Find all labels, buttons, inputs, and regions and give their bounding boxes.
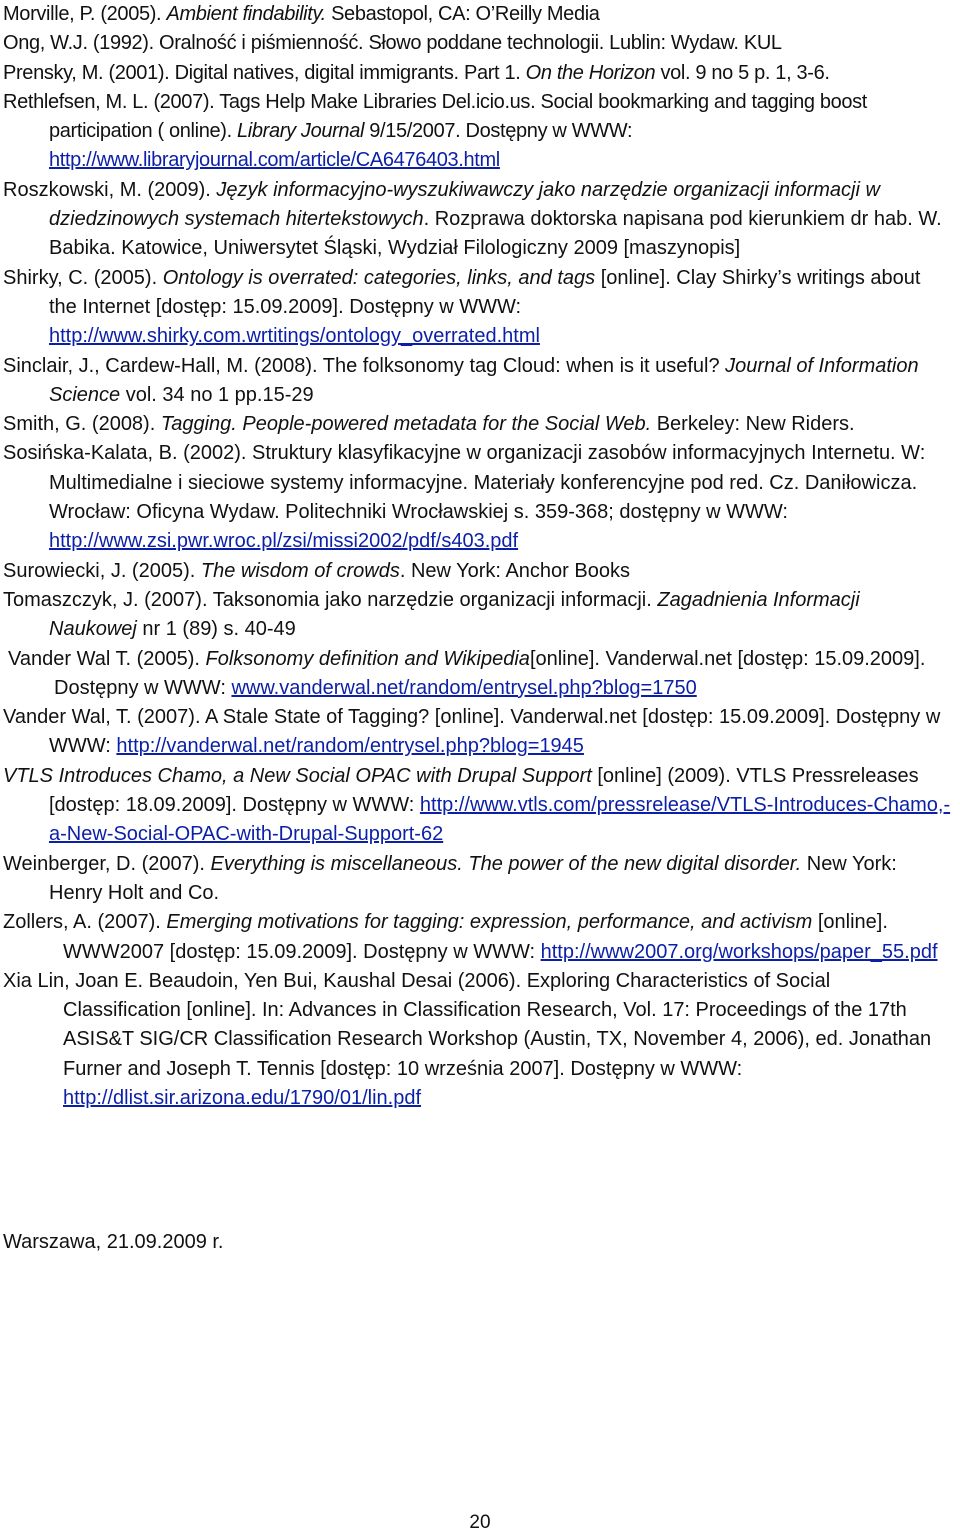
reference-text: Smith, G. (2008). [3,413,161,436]
reference-title-italic: Library Journal [237,120,365,143]
reference-url-link[interactable]: http://dlist.sir.arizona.edu/1790/01/lin.pdf [63,1086,422,1109]
reference-url-link[interactable]: http://www.shirky.com.wrtitings/ontology_overrated.html [49,325,540,348]
reference-title-italic: Język informacyjno-wyszukiwawczy jako narzędzie organizacji informacji w dziedzinowych systemach hitertekstowych [49,178,880,231]
reference-text: Sebastopol, CA: O’Reilly Media [325,3,600,25]
page-number: 20 [469,1512,491,1533]
reference-text: New York: Henry Holt and Co. [49,852,897,904]
reference-url-link[interactable]: http://vanderwal.net/random/entrysel.php?blog=1945 [116,735,584,758]
reference-entry [3,908,953,967]
reference-url-link[interactable]: http://www.vtls.com/pressrelease/VTLS-Introduces-Chamo,-a-New-Social-OPAC-with-Drupal-Support-62 [49,794,951,846]
reference-entry [3,29,953,58]
reference-title-italic: Zagadnienia Informacji Naukowej [49,588,860,641]
closing-place-date: Warszawa, 21.09.2009 r. [3,1231,224,1253]
reference-text: vol. 9 no 5 p. 1, 3-6. [655,61,830,84]
reference-entry [3,352,953,411]
reference-text: Sinclair, J., Cardew-Hall, M. (2008). The folksonomy tag Cloud: when is it useful? [3,354,726,377]
reference-text: vol. 34 no 1 pp.15-29 [120,383,314,406]
reference-text: nr 1 (89) s. 40-49 [136,618,296,641]
reference-text: . Rozprawa doktorska napisana pod kierunkiem dr hab. W. Babika. Katowice, Uniwersytet Śląski, Wydział Filologiczny 2009 [maszynopis] [49,208,942,260]
reference-entry [3,88,953,176]
reference-title-italic: The wisdom of crowds [200,559,400,582]
reference-title-italic: On the Horizon [525,61,656,84]
reference-text: Ong, W.J. (1992). Oralność i piśmienność. Słowo poddane technologii. Lublin: Wydaw. KUL [3,32,782,55]
reference-text: Zollers, A. (2007). [3,911,167,934]
reference-text: 9/15/2007. Dostępny w WWW: [364,120,633,143]
reference-text: Berkeley: New Riders. [651,413,855,436]
reference-entry [3,264,953,352]
reference-url-link[interactable]: http://www2007.org/workshops/paper_55.pdf [540,940,938,963]
reference-title-italic: Ambient findability. [166,3,326,25]
reference-title-italic: VTLS Introduces Chamo, a New Social OPAC with Drupal Support [3,764,592,787]
reference-text: Weinberger, D. (2007). [3,852,211,875]
reference-title-italic: Journal of Information Science [49,354,919,406]
reference-text: Surowiecki, J. (2005). [3,559,201,582]
reference-title-italic: Tagging. People-powered metadata for the Social Web. [160,413,652,436]
reference-entry [3,557,953,586]
reference-text: [online]. Vanderwal.net [dostęp: 15.09.2009]. Dostępny w WWW: [54,647,926,699]
reference-text: Xia Lin, Joan E. Beaudoin, Yen Bui, Kaushal Desai (2006). Exploring Characteristics of Social Classification [online]. In: Advances in Classification Research, Vol. 17: Proceedings of the 17th ASIS&T SIG/CR Classification Research Workshop (Austin, TX, November 4, 2006), ed. Jonathan Furner and Joseph T. Tennis [dostęp: 10 września 2007]. Dostępny w WWW: [3,969,932,1080]
reference-text: Sosińska-Kalata, B. (2002). Struktury klasyfikacyjne w organizacji zasobów informacyjnych Internetu. W: Multimedialne i sieciowe systemy informacyjne. Materiały konferencyjne pod red. Cz. Daniłowicza. Wrocław: Oficyna Wydaw. Politechniki Wrocławskiej s. 359-368; dostępny w WWW: [3,442,926,524]
reference-text: Shirky, C. (2005). [3,266,163,289]
reference-entry [3,0,953,29]
reference-title-italic: Everything is miscellaneous. The power of the new digital disorder. [210,852,802,875]
reference-text: Vander Wal T. (2005). [8,647,206,670]
reference-text: Morville, P. (2005). [3,3,167,25]
reference-title-italic: Folksonomy definition and Wikipedia [205,647,530,670]
reference-url-link[interactable]: http://www.zsi.pwr.wroc.pl/zsi/missi2002/pdf/s403.pdf [49,530,519,553]
reference-entry [3,59,953,88]
reference-entry [8,645,953,704]
reference-entry [3,439,953,556]
reference-text: Tomaszczyk, J. (2007). Taksonomia jako narzędzie organizacji informacji. [3,588,658,611]
reference-title-italic: Emerging motivations for tagging: expression, performance, and activism [166,911,813,934]
reference-entry [3,762,953,850]
reference-entry [3,176,953,264]
reference-text: Roszkowski, M. (2009). [3,178,217,201]
reference-list [3,0,953,1113]
reference-text: Vander Wal, T. (2007). A Stale State of Tagging? [online]. Vanderwal.net [dostęp: 15.09.2009]. Dostępny w WWW: [3,706,941,758]
reference-title-italic: Ontology is overrated: categories, links, and tags [162,266,596,289]
reference-entry [3,410,953,439]
reference-entry [3,967,953,1113]
reference-entry [3,703,953,762]
reference-text: . New York: Anchor Books [399,559,630,582]
reference-url-link[interactable]: www.vanderwal.net/random/entrysel.php?blog=1750 [231,676,697,699]
reference-text: [online]. Clay Shirky’s writings about the Internet [dostęp: 15.09.2009]. Dostępny w WWW: [49,266,921,318]
reference-text: Prensky, M. (2001). Digital natives, digital immigrants. Part 1. [3,61,526,84]
reference-text: Rethlefsen, M. L. (2007). Tags Help Make Libraries Del.icio.us. Social bookmarking and tagging boost participation ( online). [3,90,867,143]
reference-url-link[interactable]: http://www.libraryjournal.com/article/CA6476403.html [49,149,500,172]
reference-entry [3,586,953,645]
reference-text: [online]. WWW2007 [dostęp: 15.09.2009]. Dostępny w WWW: [63,911,888,963]
reference-text: [online] (2009). VTLS Pressreleases [dostęp: 18.09.2009]. Dostępny w WWW: [49,764,919,817]
reference-entry [3,850,953,909]
